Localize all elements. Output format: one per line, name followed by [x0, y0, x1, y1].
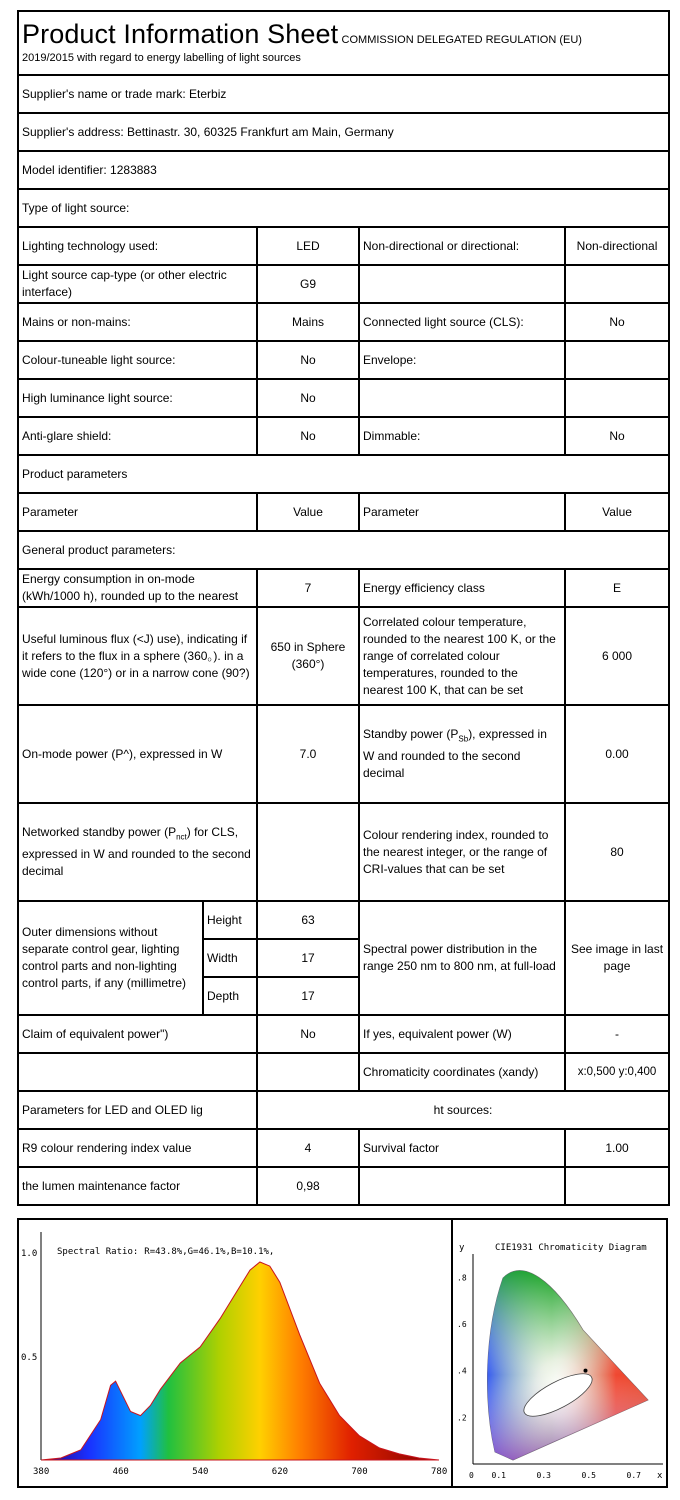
cie-x-ticks	[469, 1471, 641, 1480]
x-tick-label: 620	[271, 1467, 289, 1477]
lumen-maintenance-value: 0,98	[257, 1167, 359, 1205]
row-value: Mains	[257, 303, 359, 341]
parameter-header: Parameter	[18, 493, 257, 531]
empty-cell	[359, 1167, 565, 1205]
chromaticity-point	[584, 1369, 588, 1373]
colour-temperature-label: Correlated colour temperature, rounded to the nearest 100 K, or the range of correlated colour temperatures, rounded to the nearest 100 K, that can be set	[359, 607, 565, 705]
row-label: Lighting technology used:	[18, 227, 257, 265]
row-label: Anti-glare shield:	[18, 417, 257, 455]
type-of-light-source: Type of light source:	[18, 189, 669, 227]
cri-label: Colour rendering index, rounded to the nearest integer, or the range of CRI-values that can be set	[359, 803, 565, 901]
spectral-distribution-label: Spectral power distribution in the range 250 nm to 800 nm, at full-load	[359, 901, 565, 1015]
row-value: No	[565, 303, 669, 341]
luminous-flux-value: 650 in Sphere (360°)	[257, 607, 359, 705]
row-value: No	[257, 379, 359, 417]
cri-value: 80	[565, 803, 669, 901]
networked-standby-label-a: Networked standby power (P	[22, 825, 177, 840]
row-value	[565, 265, 669, 303]
row-value	[565, 341, 669, 379]
width-label: Width	[203, 939, 257, 977]
colour-temperature-value: 6 000	[565, 607, 669, 705]
cie-chart	[451, 1220, 668, 1486]
row-value: LED	[257, 227, 359, 265]
networked-standby-subscript: nct	[176, 832, 187, 842]
equivalent-power-claim-value: No	[257, 1015, 359, 1053]
equivalent-power-value: -	[565, 1015, 669, 1053]
luminous-flux-label: Useful luminous flux (<J) use), indicating if it refers to the flux in a sphere (360。). in a wide cone (120°) or in a narrow cone (90?)	[18, 607, 257, 705]
x-tick-label: 380	[33, 1467, 50, 1477]
row-value: Non-directional	[565, 227, 669, 265]
y-tick-label: 1.0	[21, 1249, 38, 1259]
row-label: Dimmable:	[359, 417, 565, 455]
height-label: Height	[203, 901, 257, 939]
row-label: Mains or non-mains:	[18, 303, 257, 341]
cie-x-tick-label: 0.1	[491, 1471, 506, 1480]
empty-cell	[257, 1053, 359, 1091]
regulation-text: COMMISSION DELEGATED REGULATION (EU)	[341, 34, 582, 46]
networked-standby-label-b: ) for CLS, expressed in W and rounded to the second decimal	[22, 825, 251, 878]
spectral-x-ticks	[33, 1467, 447, 1477]
row-label	[359, 379, 565, 417]
depth-label: Depth	[203, 977, 257, 1015]
value-header: Value	[565, 493, 669, 531]
empty-cell	[565, 1167, 669, 1205]
cie-y-tick-label: .2	[457, 1413, 467, 1423]
y-tick-label: 0.5	[21, 1353, 38, 1363]
row-value: No	[257, 417, 359, 455]
row-label: Light source cap-type (or other electric interface)	[18, 265, 257, 303]
standby-power-subscript: Sb	[458, 734, 469, 744]
survival-factor-value: 1.00	[565, 1129, 669, 1167]
info-table	[17, 10, 670, 1206]
cie-y-label: y	[459, 1243, 465, 1253]
general-parameters-heading: General product parameters:	[18, 531, 669, 569]
x-tick-label: 700	[351, 1467, 368, 1477]
row-label: Non-directional or directional:	[359, 227, 565, 265]
row-value: No	[257, 341, 359, 379]
cie-x-tick-label: 0.5	[581, 1471, 596, 1480]
width-value: 17	[257, 939, 359, 977]
r9-label: R9 colour rendering index value	[18, 1129, 257, 1167]
x-tick-label: 460	[112, 1467, 129, 1477]
cie-y-tick-label: .4	[457, 1366, 467, 1376]
chromaticity-value: x:0,500 y:0,400	[565, 1053, 669, 1091]
regulation-subtitle: 2019/2015 with regard to energy labelling of light sources	[22, 52, 301, 64]
lumen-maintenance-label: the lumen maintenance factor	[18, 1167, 257, 1205]
chromaticity-label: Chromaticity coordinates (xandy)	[359, 1053, 565, 1091]
height-value: 63	[257, 901, 359, 939]
equivalent-power-claim-label: Claim of equivalent power")	[18, 1015, 257, 1053]
networked-standby-value	[257, 803, 359, 901]
x-tick-label: 780	[431, 1467, 448, 1477]
cie-x-label: x	[657, 1471, 663, 1481]
r9-value: 4	[257, 1129, 359, 1167]
depth-value: 17	[257, 977, 359, 1015]
standby-power-label	[359, 705, 565, 803]
cie-gamut-shade	[487, 1271, 648, 1460]
value-header: Value	[257, 493, 359, 531]
title-cell	[18, 11, 669, 75]
standby-power-label-b: ), expressed in W and rounded to the second decimal	[363, 727, 547, 780]
standby-power-label-a: Standby power (P	[363, 727, 459, 742]
on-mode-power-value: 7.0	[257, 705, 359, 803]
row-label: Colour-tuneable light source:	[18, 341, 257, 379]
row-label	[359, 265, 565, 303]
cie-x-tick-label: 0.7	[626, 1471, 641, 1480]
outer-dimensions-label: Outer dimensions without separate control gear, lighting control parts and non-lighting control parts, if any (millimetre)	[18, 901, 203, 1015]
parameter-header: Parameter	[359, 493, 565, 531]
led-parameters-heading: Parameters for LED and OLED lig	[18, 1091, 257, 1129]
on-mode-power-label: On-mode power (P^), expressed in W	[18, 705, 257, 803]
energy-consumption-value: 7	[257, 569, 359, 607]
model-identifier: Model identifier: 1283883	[18, 151, 669, 189]
row-value	[565, 379, 669, 417]
cie-y-tick-label: .6	[457, 1320, 467, 1329]
row-value: G9	[257, 265, 359, 303]
empty-cell	[18, 1053, 257, 1091]
spectral-chart	[19, 1220, 449, 1486]
networked-standby-label	[18, 803, 257, 901]
supplier-address: Supplier's address: Bettinastr. 30, 60325 Frankfurt am Main, Germany	[18, 113, 669, 151]
cie-y-tick-label: .8	[457, 1273, 467, 1283]
spectral-ratio-title	[57, 1247, 274, 1257]
cie-x-tick-label: 0.3	[536, 1471, 551, 1480]
spectral-ratio-values: R=43.8%,G=46.1%,B=10.1%,	[144, 1247, 275, 1257]
product-parameters-heading: Product parameters	[18, 455, 669, 493]
x-tick-label: 540	[192, 1467, 209, 1477]
charts-panel	[17, 1218, 668, 1488]
spectral-distribution-value: See image in last page	[565, 901, 669, 1015]
cie-y-ticks	[457, 1273, 467, 1422]
led-parameters-heading-cont: ht sources:	[257, 1091, 669, 1129]
spectral-ratio-label: Spectral Ratio:	[57, 1247, 139, 1257]
supplier-name: Supplier's name or trade mark: Eterbiz	[18, 75, 669, 113]
energy-class-label: Energy efficiency class	[359, 569, 565, 607]
energy-consumption-label: Energy consumption in on-mode (kWh/1000 h), rounded up to the nearest	[18, 569, 257, 607]
row-label: Envelope:	[359, 341, 565, 379]
standby-power-value: 0.00	[565, 705, 669, 803]
survival-factor-label: Survival factor	[359, 1129, 565, 1167]
cie-x-tick-label: 0	[469, 1471, 474, 1480]
row-label: High luminance light source:	[18, 379, 257, 417]
spectral-area	[41, 1262, 439, 1460]
cie-title: CIE1931 Chromaticity Diagram	[495, 1243, 647, 1253]
equivalent-power-label: If yes, equivalent power (W)	[359, 1015, 565, 1053]
row-label: Connected light source (CLS):	[359, 303, 565, 341]
page-title: Product Information Sheet	[22, 19, 339, 49]
product-information-sheet	[17, 10, 668, 1206]
energy-class-value: E	[565, 569, 669, 607]
row-value: No	[565, 417, 669, 455]
